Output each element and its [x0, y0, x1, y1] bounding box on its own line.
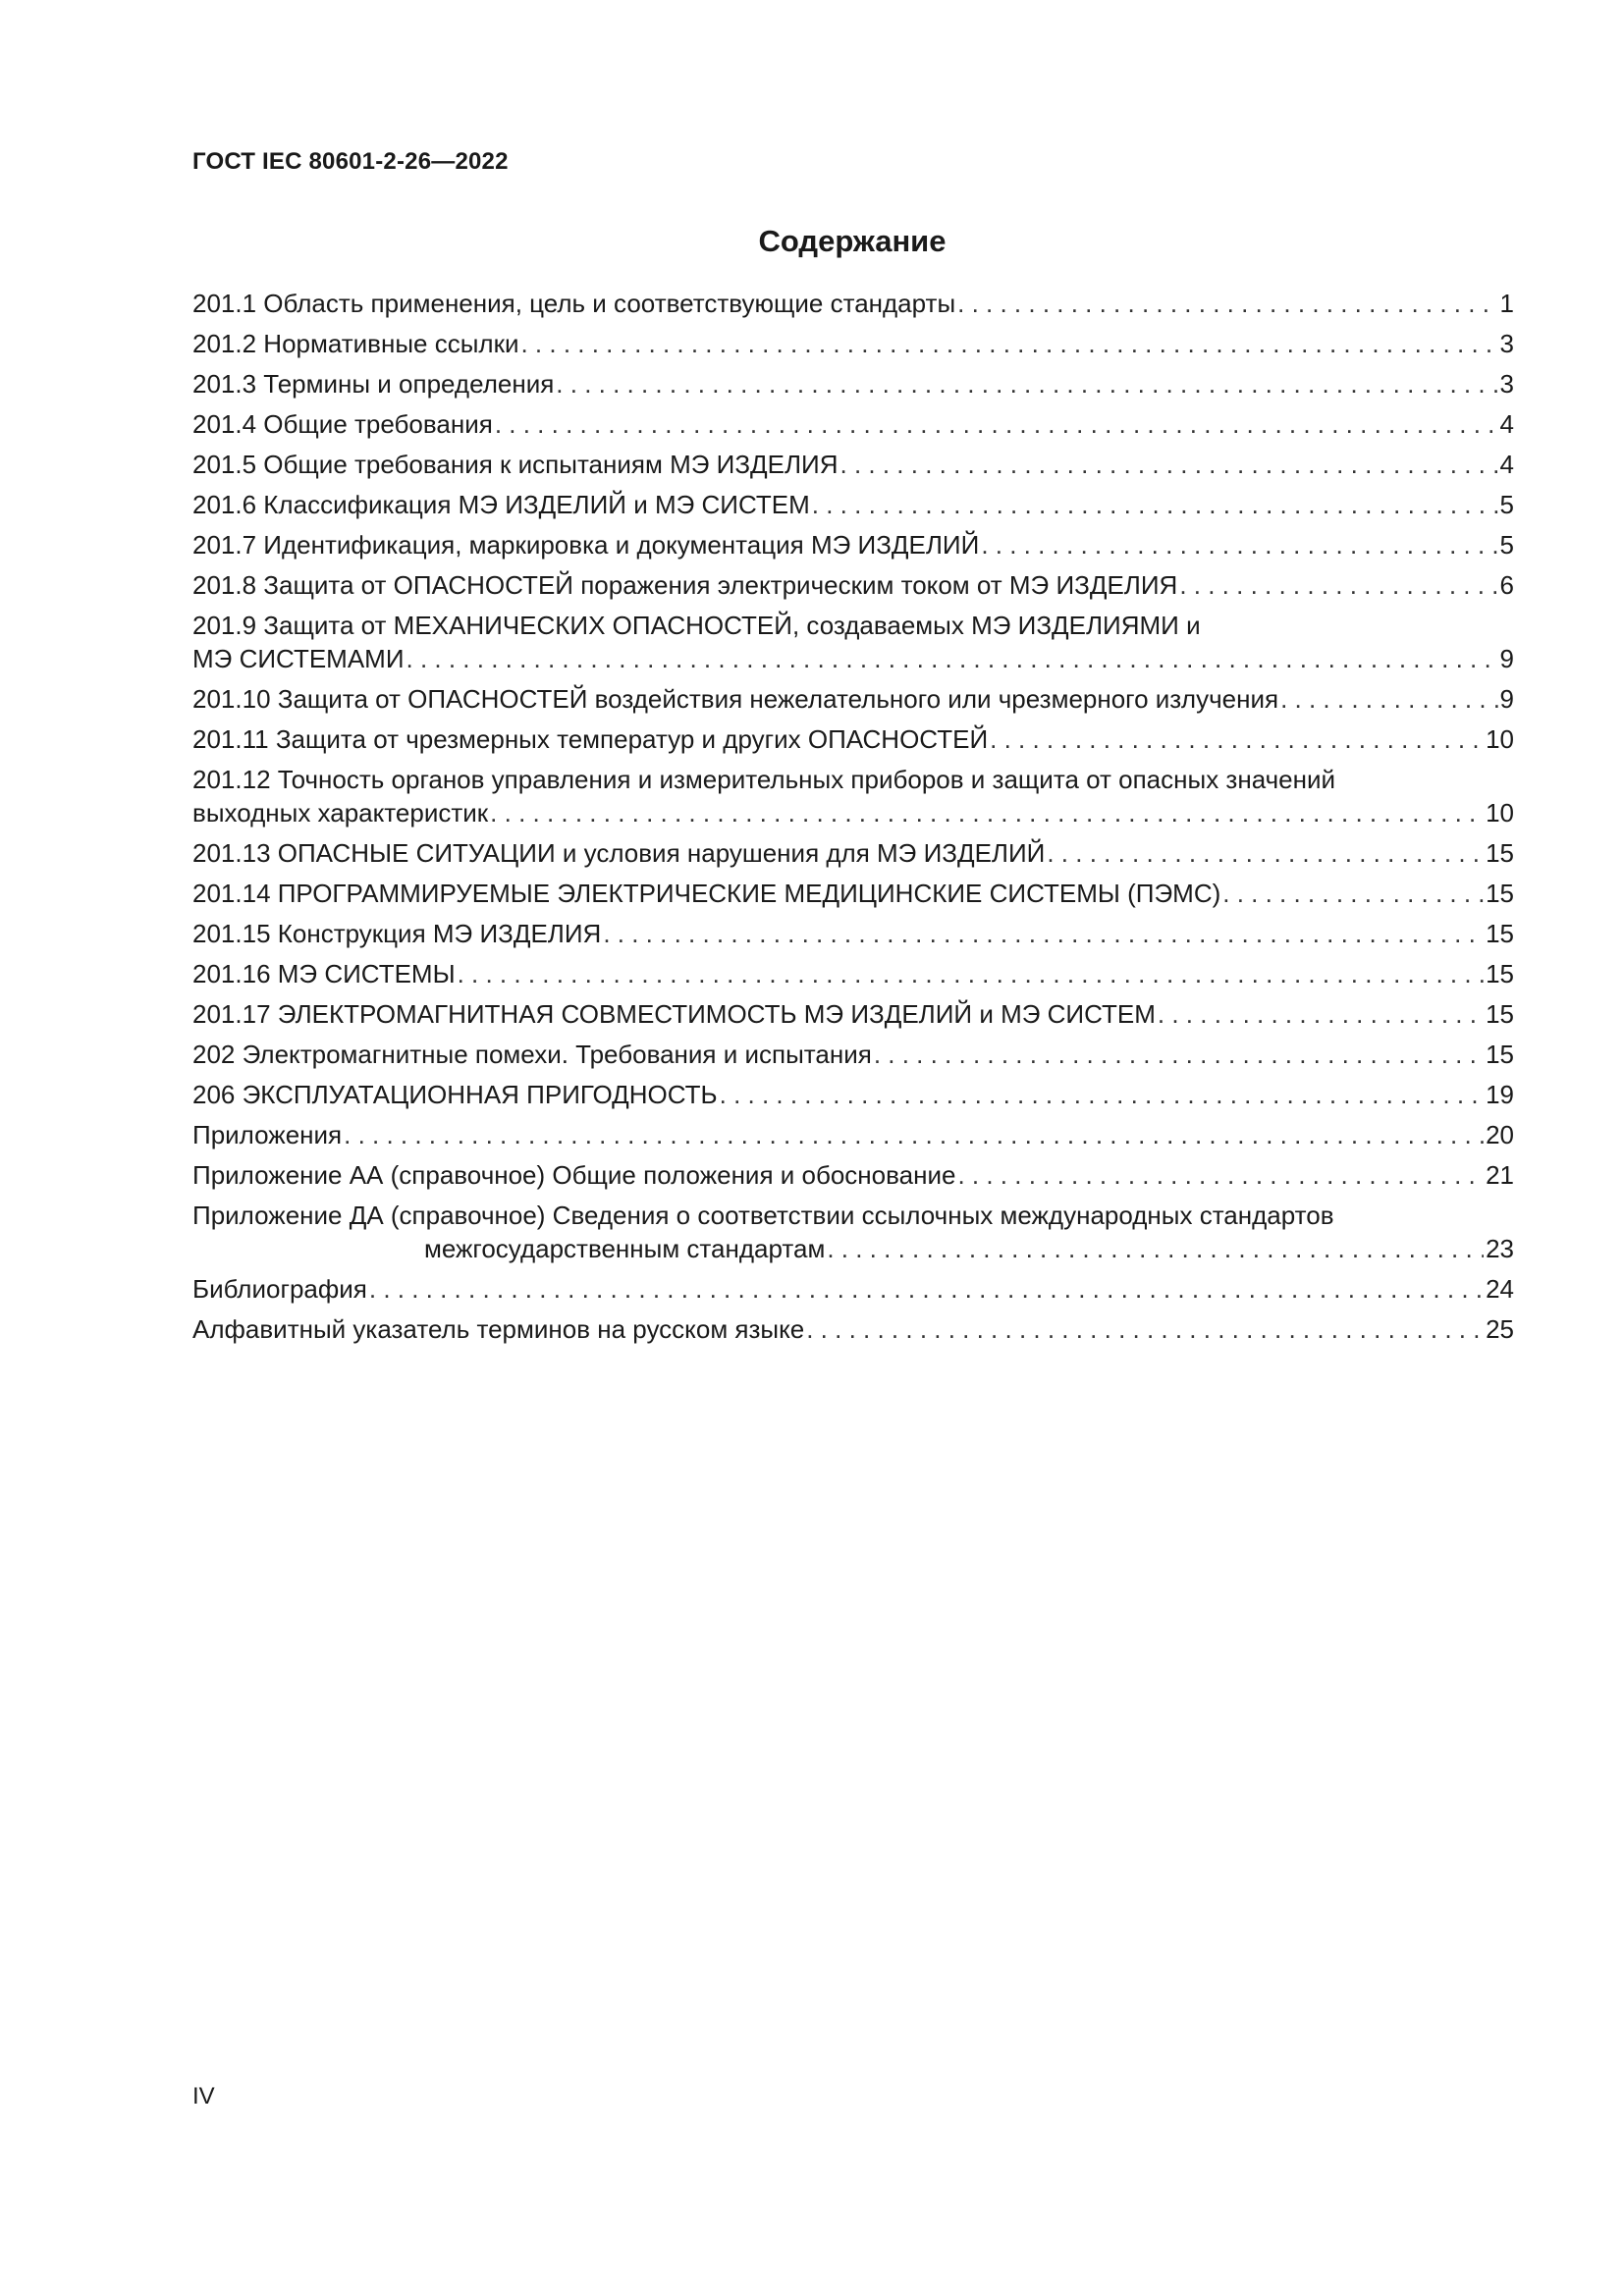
toc-entry-title: 201.11 Защита от чрезмерных температур и других ОПАСНОСТЕЙ [192, 724, 989, 754]
toc-entry-page: 4 [1499, 409, 1514, 439]
toc-title: Содержание [758, 224, 947, 258]
toc-entry-page: 15 [1486, 999, 1514, 1029]
toc-entry-title: 201.6 Классификация МЭ ИЗДЕЛИЙ и МЭ СИСТЕМ [192, 490, 810, 519]
toc-entry[interactable] [192, 568, 1514, 609]
toc-entry-title: 201.5 Общие требования к испытаниям МЭ ИЗДЕЛИЯ [192, 450, 839, 479]
dot-leader [458, 957, 1484, 990]
toc-entry-title: 201.4 Общие требования [192, 409, 493, 439]
toc-entry-title: 201.10 Защита от ОПАСНОСТЕЙ воздействия нежелательного или чрезмерного излучения [192, 684, 1279, 714]
toc-entry-first-line: 201.12 Точность органов управления и измерительных приборов и защита от опасных значений [192, 765, 1335, 794]
toc-entry-first-line: 201.9 Защита от МЕХАНИЧЕСКИХ ОПАСНОСТЕЙ, создаваемых МЭ ИЗДЕЛИЯМИ и [192, 611, 1201, 640]
toc-entry-title: 206 ЭКСПЛУАТАЦИОННАЯ ПРИГОДНОСТЬ [192, 1080, 718, 1109]
dot-leader [1047, 836, 1484, 870]
toc-entry-page: 10 [1486, 724, 1514, 754]
toc-entry-page: 21 [1486, 1160, 1514, 1190]
toc-entry[interactable] [192, 327, 1514, 367]
toc-entry-title: 201.16 МЭ СИСТЕМЫ [192, 959, 456, 988]
toc-entry-page: 3 [1499, 369, 1514, 399]
toc-entry[interactable] [192, 407, 1514, 448]
toc-entry-page: 15 [1486, 838, 1514, 868]
dot-leader [806, 1312, 1484, 1346]
toc-entry[interactable] [192, 287, 1514, 327]
table-of-contents [192, 287, 1514, 1353]
toc-entry[interactable] [192, 609, 1514, 682]
toc-entry[interactable] [192, 1038, 1514, 1078]
page-number: IV [192, 2083, 215, 2109]
toc-entry[interactable] [192, 836, 1514, 877]
toc-entry-page: 9 [1499, 684, 1514, 714]
dot-leader [840, 448, 1498, 481]
toc-entry[interactable] [192, 1118, 1514, 1158]
toc-entry-title: Приложение АА (справочное) Общие положения и обоснование [192, 1160, 956, 1190]
toc-entry-title: 202 Электромагнитные помехи. Требования и испытания [192, 1040, 872, 1069]
toc-entry-page: 1 [1499, 289, 1514, 318]
toc-entry-page: 24 [1486, 1274, 1514, 1304]
dot-leader [520, 327, 1497, 360]
toc-entry-title: 201.7 Идентификация, маркировка и документация МЭ ИЗДЕЛИЙ [192, 530, 980, 560]
toc-entry-page: 15 [1486, 959, 1514, 988]
toc-entry-page: 15 [1486, 1040, 1514, 1069]
toc-entry-page: 15 [1486, 879, 1514, 908]
toc-entry-title: выходных характеристик [192, 798, 489, 828]
toc-entry-title: 201.14 ПРОГРАММИРУЕМЫЕ ЭЛЕКТРИЧЕСКИЕ МЕДИЦИНСКИЕ СИСТЕМЫ (ПЭМС) [192, 879, 1221, 908]
toc-entry-page: 20 [1486, 1120, 1514, 1149]
dot-leader [720, 1078, 1484, 1111]
document-header: ГОСТ IEC 80601-2-26—2022 [192, 148, 509, 175]
toc-entry-title: Алфавитный указатель терминов на русском языке [192, 1314, 805, 1344]
toc-entry[interactable] [192, 1158, 1514, 1199]
toc-entry[interactable] [192, 957, 1514, 997]
toc-entry-page: 15 [1486, 919, 1514, 948]
toc-entry[interactable] [192, 917, 1514, 957]
toc-entry-first-line: Приложение ДА (справочное) Сведения о соответствии ссылочных международных стандартов [192, 1201, 1334, 1230]
toc-entry-title: Приложения [192, 1120, 343, 1149]
dot-leader [957, 287, 1497, 320]
dot-leader [556, 367, 1497, 400]
toc-entry-page: 6 [1499, 570, 1514, 600]
toc-entry[interactable] [192, 682, 1514, 722]
toc-entry-title: 201.3 Термины и определения [192, 369, 555, 399]
dot-leader [981, 528, 1497, 561]
dot-leader [369, 1272, 1484, 1306]
dot-leader [495, 407, 1498, 441]
dot-leader [1158, 997, 1484, 1031]
toc-entry-title: Библиография [192, 1274, 367, 1304]
toc-entry[interactable] [192, 1272, 1514, 1312]
dot-leader [1222, 877, 1484, 910]
toc-entry-page: 19 [1486, 1080, 1514, 1109]
dot-leader [406, 642, 1498, 675]
toc-entry[interactable] [192, 877, 1514, 917]
toc-entry[interactable] [192, 1078, 1514, 1118]
toc-entry[interactable] [192, 763, 1514, 836]
toc-entry-page: 5 [1499, 530, 1514, 560]
toc-entry[interactable] [192, 1312, 1514, 1353]
dot-leader [344, 1118, 1484, 1151]
dot-leader [990, 722, 1484, 756]
toc-entry[interactable] [192, 528, 1514, 568]
toc-entry-page: 25 [1486, 1314, 1514, 1344]
dot-leader [874, 1038, 1484, 1071]
toc-entry-page: 5 [1499, 490, 1514, 519]
toc-entry-page: 3 [1499, 329, 1514, 358]
toc-entry[interactable] [192, 367, 1514, 407]
toc-entry[interactable] [192, 722, 1514, 763]
toc-entry[interactable] [192, 997, 1514, 1038]
dot-leader [603, 917, 1484, 950]
toc-entry-page: 9 [1499, 644, 1514, 673]
toc-entry-title: 201.13 ОПАСНЫЕ СИТУАЦИИ и условия нарушения для МЭ ИЗДЕЛИЙ [192, 838, 1046, 868]
dot-leader [827, 1232, 1484, 1265]
toc-entry-title: 201.15 Конструкция МЭ ИЗДЕЛИЯ [192, 919, 602, 948]
dot-leader [490, 796, 1484, 829]
toc-entry-title: 201.8 Защита от ОПАСНОСТЕЙ поражения электрическим током от МЭ ИЗДЕЛИЯ [192, 570, 1178, 600]
toc-entry-title: МЭ СИСТЕМАМИ [192, 644, 405, 673]
toc-entry-title: 201.1 Область применения, цель и соответствующие стандарты [192, 289, 956, 318]
dot-leader [812, 488, 1498, 521]
dot-leader [1280, 682, 1497, 716]
toc-entry[interactable] [192, 1199, 1514, 1272]
toc-entry[interactable] [192, 448, 1514, 488]
dot-leader [1179, 568, 1497, 602]
toc-entry-page: 10 [1486, 798, 1514, 828]
toc-entry-title: 201.2 Нормативные ссылки [192, 329, 519, 358]
toc-entry-title: 201.17 ЭЛЕКТРОМАГНИТНАЯ СОВМЕСТИМОСТЬ МЭ ИЗДЕЛИЙ и МЭ СИСТЕМ [192, 999, 1156, 1029]
toc-entry[interactable] [192, 488, 1514, 528]
toc-entry-page: 23 [1486, 1234, 1514, 1263]
toc-entry-title: межгосударственным стандартам [424, 1234, 826, 1263]
dot-leader [957, 1158, 1484, 1192]
toc-entry-page: 4 [1499, 450, 1514, 479]
